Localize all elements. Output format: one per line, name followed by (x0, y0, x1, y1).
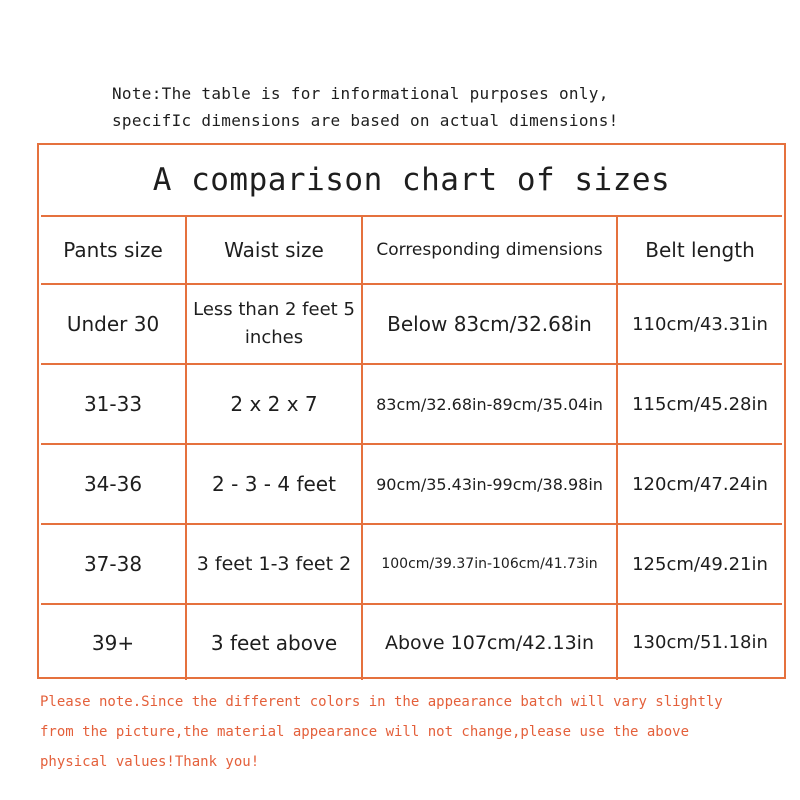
table-row (41, 283, 782, 363)
disclaimer-line-2: specifIc dimensions are based on actual dimensions! (112, 111, 619, 130)
size-table (41, 215, 782, 680)
waist-size-cell: Less than 2 feet 5 inches (185, 283, 361, 363)
color-note-line-1: Please note.Since the different colors in the appearance batch will vary slightly (40, 694, 723, 710)
belt-length-cell: 130cm/51.18in (616, 603, 782, 680)
waist-size-cell: 3 feet above (185, 603, 361, 680)
table-header-row (41, 215, 782, 283)
dimensions-cell: Above 107cm/42.13in (361, 603, 616, 680)
waist-size-cell: 3 feet 1-3 feet 2 (185, 523, 361, 603)
header-belt-length: Belt length (616, 215, 782, 283)
size-chart (37, 143, 786, 679)
dimensions-cell: 83cm/32.68in-89cm/35.04in (361, 363, 616, 443)
color-variation-note (40, 687, 790, 777)
table-row (41, 363, 782, 443)
belt-length-cell: 110cm/43.31in (616, 283, 782, 363)
dimensions-cell: Below 83cm/32.68in (361, 283, 616, 363)
pants-size-cell: 31-33 (41, 363, 185, 443)
table-row (41, 603, 782, 680)
header-waist-size: Waist size (185, 215, 361, 283)
waist-size-cell: 2 - 3 - 4 feet (185, 443, 361, 523)
header-corresponding-dimensions: Corresponding dimensions (361, 215, 616, 283)
belt-length-cell: 125cm/49.21in (616, 523, 782, 603)
table-row (41, 443, 782, 523)
color-note-line-3: physical values!Thank you! (40, 754, 260, 770)
header-pants-size: Pants size (41, 215, 185, 283)
belt-length-cell: 120cm/47.24in (616, 443, 782, 523)
disclaimer-note (112, 80, 772, 134)
chart-title: A comparison chart of sizes (152, 162, 671, 198)
table-row (41, 523, 782, 603)
color-note-line-2: from the picture,the material appearance will not change,please use the above (40, 724, 690, 740)
dimensions-cell: 90cm/35.43in-99cm/38.98in (361, 443, 616, 523)
disclaimer-line-1: Note:The table is for informational purposes only, (112, 84, 609, 103)
dimensions-cell: 100cm/39.37in-106cm/41.73in (361, 523, 616, 603)
pants-size-cell: Under 30 (41, 283, 185, 363)
waist-size-cell: 2 x 2 x 7 (185, 363, 361, 443)
pants-size-cell: 37-38 (41, 523, 185, 603)
pants-size-cell: 34-36 (41, 443, 185, 523)
belt-length-cell: 115cm/45.28in (616, 363, 782, 443)
pants-size-cell: 39+ (41, 603, 185, 680)
